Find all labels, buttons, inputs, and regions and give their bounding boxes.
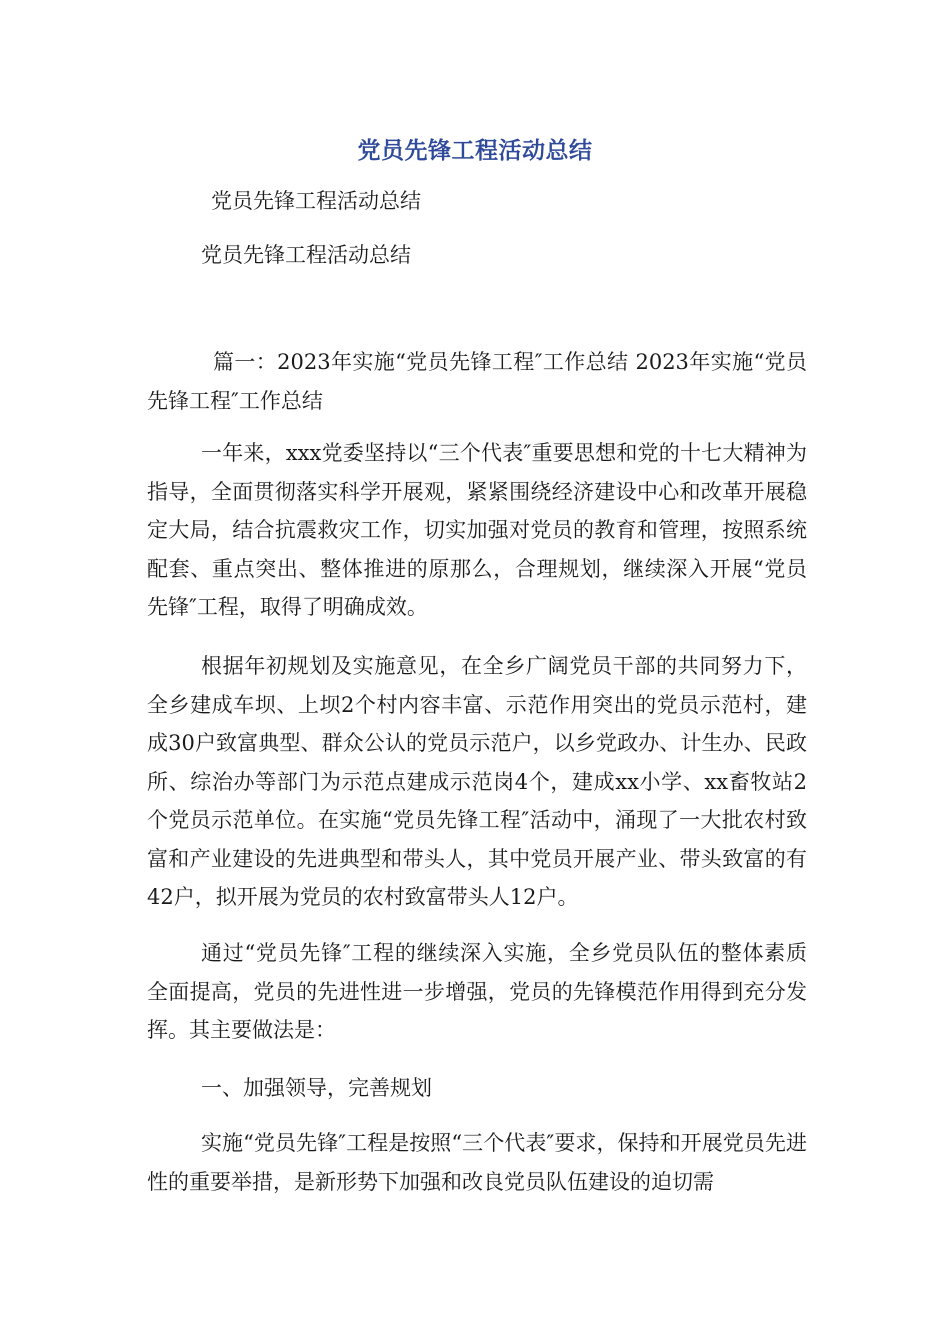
document-title: 党员先锋工程活动总结	[357, 138, 593, 164]
chapter-heading: 篇一：2023年实施“党员先锋工程″工作总结 2023年实施“党员先锋工程″工作总结	[147, 350, 807, 413]
body-paragraph: 一年来，xxx党委坚持以“三个代表″重要思想和党的十七大精神为指导，全面贯彻落实科学开展观，紧紧围绕经济建设中心和改革开展稳定大局，结合抗震救灾工作，切实加强对党员的教育和管理，按照系统配套、重点突出、整体推进的原那么，合理规划，继续深入开展“党员先锋″工程，取得了明确成效。	[147, 441, 807, 619]
document-subtitle: 党员先锋工程活动总结	[211, 189, 421, 213]
document-subtitle: 党员先锋工程活动总结	[201, 243, 411, 267]
body-paragraph: 实施“党员先锋″工程是按照“三个代表″要求，保持和开展党员先进性的重要举措，是新形势下加强和改良党员队伍建设的迫切需	[147, 1131, 807, 1194]
body-paragraph: 通过“党员先锋″工程的继续深入实施，全乡党员队伍的整体素质全面提高，党员的先进性进一步增强，党员的先锋模范作用得到充分发挥。其主要做法是：	[147, 941, 807, 1042]
body-paragraph: 根据年初规划及实施意见，在全乡广阔党员干部的共同努力下，全乡建成车坝、上坝2个村内容丰富、示范作用突出的党员示范村，建成30户致富典型、群众公认的党员示范户，以乡党政办、计生办、民政所、综治办等部门为示范点建成示范岗4个，建成xx小学、xx畜牧站2个党员示范单位。在实施“党员先锋工程″活动中，涌现了一大批农村致富和产业建设的先进典型和带头人，其中党员开展产业、带头致富的有42户，拟开展为党员的农村致富带头人12户。	[147, 654, 807, 909]
section-heading: 一、加强领导，完善规划	[201, 1076, 432, 1100]
